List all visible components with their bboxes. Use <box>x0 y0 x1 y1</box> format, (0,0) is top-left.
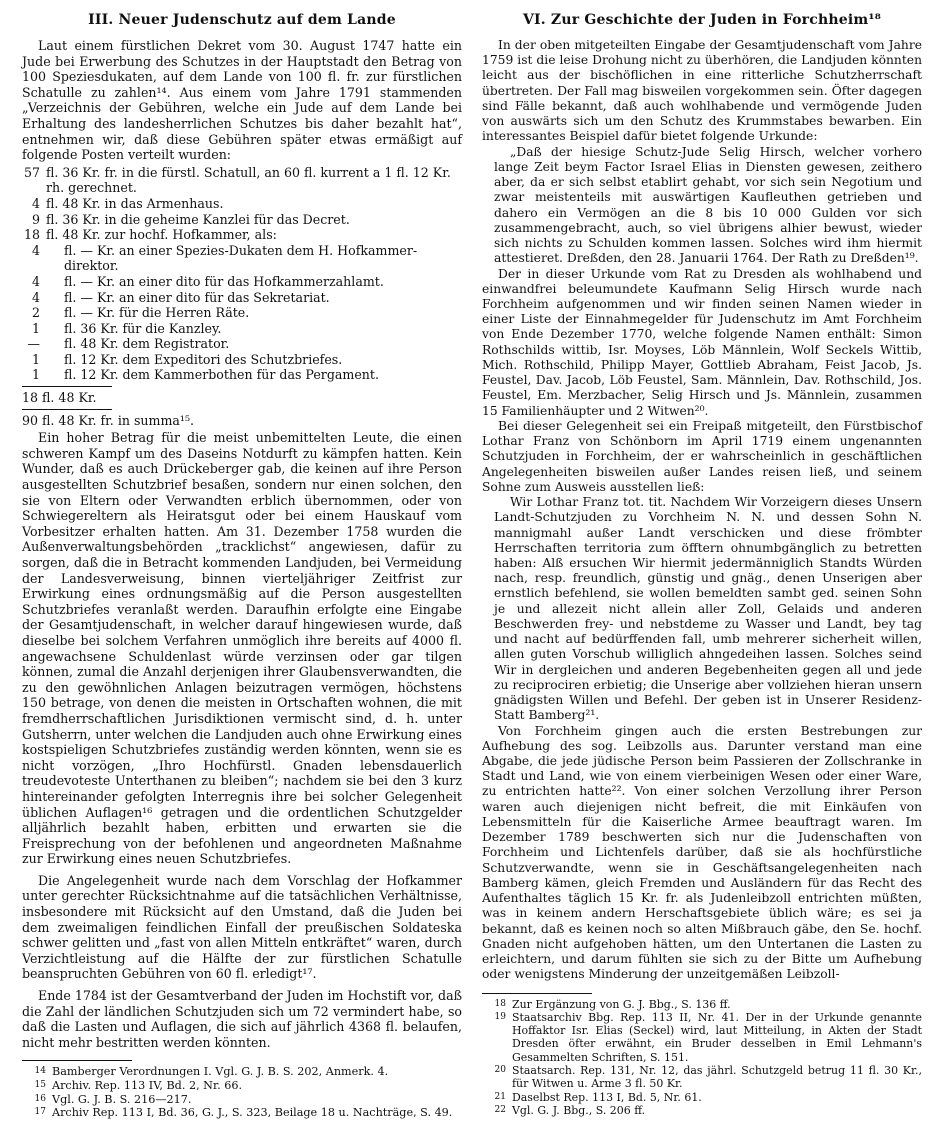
fee-item: 9 fl. 36 Kr. in die geheime Kanzlei für das Decret. <box>31 211 350 227</box>
fee-subitem: 2 fl. — Kr. für die Herren Räte. <box>31 305 250 321</box>
fee-subitem: 4 fl. — Kr. an einer dito für das Hofkammerzahlamt. <box>31 273 384 289</box>
footnote: 14 Bamberger Verordnungen I. Vgl. G. J. B. S. 202, Anmerk. 4. <box>34 1065 389 1079</box>
paragraph: Von Forchheim gingen auch die ersten Bestrebungen zur Aufhebung des sog. Leibzolls aus. Darunter verstand man eine Abgabe, die jede jüdische Person beim Passieren der Zollschranke in Stadt und Land, wie von einem vierbeinigen Wesen oder einer Ware, zu entrichten hatte²². Von einer solchen Verzollung ihrer Person waren auch diejenigen nicht befreit, die mit Einkäufen von Lebensmitteln für die Kaiserliche Armee beauftragt waren. Im Dezember 1789 beschwerten sich nur die Judenschaften von Forchheim und Lichtenfels darüber, daß sie als hochfürstliche Schutzverwandte, wenn sie in Geschäftsangelegenheiten nach Bamberg kämen, gleich Fremden und Ausländern für das Recht des Aufenthaltes täglich 15 Kr. fr. als Judenleibzoll entrichten müßten, was in keinem andern Herschaftsgebiete üblich wäre; es sei ja bekannt, daß es keinen noch so alten Mißbrauch gäbe, den Se. hochf. Gnaden nicht aufgehoben hätten, um den Untertanen die Lasten zu erleichtern, und darum fühlten sie sich zu der Bitte um Aufhebung oder wenigstens Minderung der unzeitgemäßen Leibzoll- <box>482 723 922 982</box>
footnote: 15 Archiv. Rep. 113 IV, Bd. 2, Nr. 66. <box>34 1079 242 1092</box>
fee-subtotal: 18 fl. 48 Kr. <box>22 390 97 406</box>
fee-total: 90 fl. 48 Kr. fr. in summa¹⁵. <box>22 412 195 428</box>
footnote: 22 Vgl. G. J. Bbg., S. 206 ff. <box>494 1103 646 1117</box>
fee-subitem: 1 fl. 12 Kr. dem Expeditori des Schutzbriefes. <box>31 351 343 367</box>
right-column <box>482 12 922 1117</box>
footnote: 21 Daselbst Rep. 113 I, Bd. 5, Nr. 61. <box>494 1090 702 1104</box>
paragraph: In der oben mitgeteilten Eingabe der Gesamtjudenschaft vom Jahre 1759 ist die leise Drohung nicht zu überhören, die Landjuden könnten leicht aus der bischöflichen in eine ritterliche Schutzherrschaft übertreten. Der Fall mag bisweilen vorgekommen sein. Öfter dagegen sind Fälle bekannt, daß auch wohlhabende und vermögende Juden von auswärts sich um den Schutz des Krummstabes bewarben. Ein interessantes Beispiel dafür bietet folgende Urkunde: <box>482 38 922 144</box>
left-column <box>22 12 462 1120</box>
fee-subitem: — fl. 48 Kr. dem Registrator. <box>27 336 230 352</box>
footnote: 18 Zur Ergänzung von G. J. Bbg., S. 136 ff. <box>494 997 731 1011</box>
fee-subitem: 1 fl. 36 Kr. für die Kanzley. <box>31 320 222 336</box>
footnote-rule <box>22 1060 132 1061</box>
paragraph: Ende 1784 ist der Gesamtverband der Juden im Hochstift vor, daß die Zahl der ländlichen Schutzjuden sich um 72 vermindert habe, so daß die Lasten und Auflagen, die sich auf jährlich 4368 fl. belaufen, nicht mehr bestritten werden könnten. <box>22 988 462 1050</box>
paragraph: Die Angelegenheit wurde nach dem Vorschlag der Hofkammer unter gerechter Rücksichtnahme auf die tatsächlichen Verhältnisse, insbesondere mit Rücksicht auf den Umstand, daß die Juden bei dem zweimaligen feindlichen Einfall der preußischen Soldateska schwer gelitten und „fast von allen Mitteln entkräftet“ waren, durch Verzichtleistung auf die Hälfte der zur fürstlichen Schatulle beanspruchten Gebühren von 60 fl. erledigt¹⁷. <box>22 872 462 982</box>
sum-rule <box>22 409 112 410</box>
fee-subitem: 1 fl. 12 Kr. dem Kammerbothen für das Pergament. <box>31 367 379 383</box>
paragraph: Bei dieser Gelegenheit sei ein Freipaß mitgeteilt, den Fürstbischof Lothar Franz von Schönborn im April 1719 einem ungenannten Schutzjuden in Forchheim, der er wahrscheinlich in geschäftlichen Angelegenheiten bisweilen außer Landes reisen ließ, und seinem Sohne zum Ausweis ausstellen ließ: <box>482 418 922 494</box>
paragraph: Der in dieser Urkunde vom Rat zu Dresden als wohlhabend und einwandfrei beleumundete Kaufmann Selig Hirsch wurde nach Forchheim aufgenommen und wir finden seinen Namen wieder in einer Liste der Einnahmegelder für Judenschutz im Amt Forchheim von Ende Dezember 1770, welche folgende Namen enthält: Simon Rothschilds wittib, Isr. Moyses, Löb Männlein, Wolf Seckels Wittib, Mich. Rothschild, Philipp Mayer, Gottlieb Abraham, Feist Jacob, Js. Feustel, Dav. Jacob, Löb Feustel, Sam. Männlein, Dav. Rothschild, Jos. Feustel, Em. Merzbacher, Selig Hirsch und Js. Männlein, zusammen 15 Familienhäupter und 2 Witwen²⁰. <box>482 266 922 418</box>
sum-rule <box>22 386 112 387</box>
fee-item: 57 fl. 36 Kr. fr. in die fürstl. Schatull, an 60 fl. kurrent a 1 fl. 12 Kr. rh. gerechnet. <box>23 164 451 196</box>
section-heading: III. Neuer Judenschutz auf dem Lande <box>88 12 396 28</box>
paragraph: Laut einem fürstlichen Dekret vom 30. August 1747 hatte ein Jude bei Erwerbung des Schutzes in der Hauptstadt den Betrag von 100 Speziesdukaten, auf dem Lande von 100 fl. fr. zur fürstlichen Schatulle zu zahlen¹⁴. Aus einem vom Jahre 1791 stammenden „Verzeichnis der Gebühren, welche ein Jude auf dem Lande bei Erhaltung des landesherrlichen Schutzes bis daher bezahlt hat“, entnehmen wir, daß diese Gebühren später etwas ermäßigt auf folgende Posten verteilt wurden: <box>22 38 462 163</box>
quotation: „Daß der hiesige Schutz-Jude Selig Hirsch, welcher vorhero lange Zeit beym Factor Israel Elias in Diensten gewesen, zeithero aber, da er sich selbst etablirt gehabt, vor sich sein Negotium und zwar meistenteils mit auswärtigen Kaufleuthen getrieben und dahero ein Vermögen an die 8 bis 10 000 Gulden vor sich zusammengebracht, auch, so viel übrigens alhier bewust, wieder sich nichts zu Schulden kommen lassen. Solches wird ihm hiermit attestieret. Dreßden, den 28. Januarii 1764. Der Rath zu Dreßden¹⁹. <box>494 144 922 266</box>
footnote: 19 Staatsarchiv Bbg. Rep. 113 II, Nr. 41. Der in der Urkunde genannte Hoffaktor Isr. Elias (Seckel) wird, laut Mitteilung, in Akten der Stadt Dresden öfter erwähnt, ein Bruder desselben in Emil Lehmann's Gesammelten Schriften, S. 151. <box>494 1010 922 1064</box>
footnote: 17 Archiv Rep. 113 I, Bd. 36, G. J., S. 323, Beilage 18 u. Nachträge, S. 49. <box>34 1106 453 1120</box>
fee-subitem: 4 fl. — Kr. an einer Spezies-Dukaten dem H. Hofkammer-direktor. <box>31 242 418 274</box>
fee-item: 4 fl. 48 Kr. in das Armenhaus. <box>31 195 224 211</box>
quotation: Wir Lothar Franz tot. tit. Nachdem Wir Vorzeigern dieses Unsern Landt-Schutzjuden zu Vorchheim N. N. und dessen Sohn N. mannigmahl außer Landt verschicken und diese frömbter Herrschaften territoria zum öfftern ohnumbgänglich zu betretten haben: Alß ersuchen Wir hiermit jedermänniglich Standts Würden nach, resp. freundlich, günstig und gnäg., denen Unserigen aber ernstlich befehlend, sie wollen bemeldten sambt ged. seinen Sohn je und allezeit nicht allein aller Zoll, Gelaids und anderen Beschwerden frey- und nebstdeme zu Wasser und Landt, bey tag und nacht auf bedürffenden fall, umb mehrerer sicherheit willen, allen guten Vorschub williglich ahngedeihen lassen. Solches seind Wir in dergleichen und anderen Begebenheiten gegen all und jede zu reciprociren erbietig; die Unserige aber vollziehen hieran unsern gnädigsten Willen und Befehl. Der geben ist in Unserer Residenz-Statt Bamberg²¹. <box>494 495 922 723</box>
fee-item: 18 fl. 48 Kr. zur hochf. Hofkammer, als: <box>23 227 277 243</box>
paragraph: Ein hoher Betrag für die meist unbemittelten Leute, die einen schweren Kampf um des Daseins Notdurft zu kämpfen hatten. Kein Wunder, daß es auch Drückeberger gab, die keinen auf ihre Person ausgestellten Schutzbrief besaßen, sondern nur einen solchen, den sie von Eltern oder Verwandten erblich übernommen, oder von Schwiegereltern als Heiratsgut oder bei einem Hauskauf vom Vorbesitzer erhalten hatten. Am 31. Dezember 1758 wurden die Außenverwaltungsbehörden „tracklichst“ angewiesen, dafür zu sorgen, daß die in Betracht kommenden Landjuden, bei Vermeidung der Landesverweisung, binnen vierteljähriger Zeitfrist zur Erwirkung eines ordnungsmäßig auf die Person ausgestellten Schutzbriefes veranlaßt werden. Daraufhin erfolgte eine Eingabe der Gesamtjudenschaft, in welcher darauf hingewiesen wurde, daß dieselbe bei solchem Verfahren unmöglich ihre bereits auf 4000 fl. angewachsene Schuldenlast würde verzinsen oder gar tilgen können, zumal die Anzahl derjenigen ihrer Glaubensverwandten, die zu den gewöhnlichen Anlagen beizutragen vermögen, höchstens 150 betrage, von denen die meisten in Ortschaften wohnen, die mit fremdherrschaftlichen Jurisdiktionen vermischt sind, d. h. unter Gutsherrn, unter welchen die Landjuden auch ohne Erwirkung eines kostspieligen Schutzbriefes zuständig werden könnten, wenn sie es nicht vorzögen, „Ihro Hochfürstl. Gnaden lebensdauerlich treudevoteste Unterthanen zu bleiben“; nachdem sie bei den 3 kurz hintereinander gefolgten Interregnis ihre bei solcher Gelegenheit üblichen Auflagen¹⁶ getragen und die ordentlichen Schutzgelder alljährlich bezahlt haben, erbitten und erwarten sie die Freisprechung von der befohlenen und angeordneten Maßnahme zur Erwirkung eines neuen Schutzbriefes. <box>22 430 462 867</box>
footnote-rule <box>482 993 592 994</box>
section-heading: VI. Zur Geschichte der Juden in Forchheim¹⁸ <box>522 12 882 28</box>
fee-subitem: 4 fl. — Kr. an einer dito für das Sekretariat. <box>31 289 330 305</box>
footnote: 16 Vgl. G. J. B. S. 216—217. <box>34 1092 192 1106</box>
footnote: 20 Staatsarch. Rep. 131, Nr. 12, das jährl. Schutzgeld betrug 11 fl. 30 Kr., für Witwen u. Arme 3 fl. 50 Kr. <box>494 1064 922 1091</box>
fee-list <box>22 165 462 429</box>
